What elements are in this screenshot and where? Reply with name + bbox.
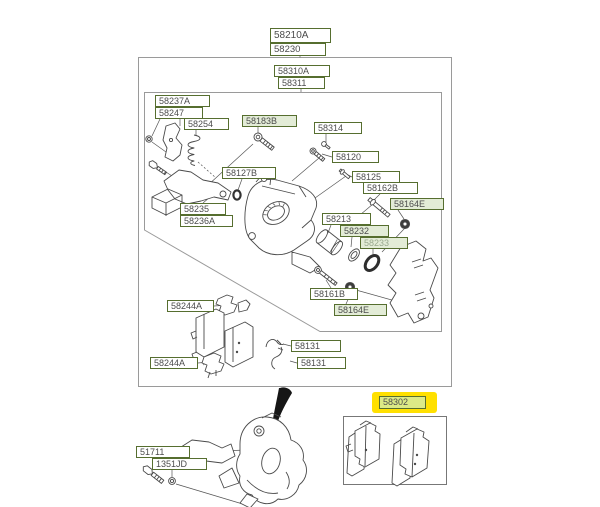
pad-wear-sensor-drawing [266,340,284,369]
part-label-58310A[interactable]: 58310A [274,65,330,77]
piston-boot-drawing [346,247,361,263]
part-label-58232[interactable]: 58232 [340,225,389,237]
part-label-58311[interactable]: 58311 [278,77,325,89]
bushing-drawing [400,219,409,228]
part-label-58183B[interactable]: 58183B [242,115,297,127]
part-label-58233[interactable]: 58233 [360,237,408,249]
part-label-58235[interactable]: 58235 [180,203,226,215]
bolt-drawing [148,160,168,176]
part-label-58125[interactable]: 58125 [352,171,400,183]
flange-nut-drawing [169,478,176,485]
part-label-58164E[interactable]: 58164E [390,198,444,210]
part-label-51711[interactable]: 51711 [136,446,190,458]
part-label-58230[interactable]: 58230 [270,43,326,56]
part-label-58247[interactable]: 58247 [155,107,203,119]
caliper-body-drawing [245,174,320,273]
part-label-1351JD[interactable]: 1351JD [152,458,207,470]
part-label-58244A-2[interactable]: 58244A [150,357,198,369]
part-label-58161B[interactable]: 58161B [310,288,358,300]
part-label-58210A[interactable]: 58210A [270,28,331,43]
guide-bolt-drawing [252,131,275,151]
part-label-58314[interactable]: 58314 [314,122,362,134]
part-label-58120[interactable]: 58120 [332,151,379,163]
part-label-58302[interactable]: 58302 [379,396,426,409]
seal-ring-drawing [233,190,240,199]
brake-pad-kit-drawing [346,421,429,486]
screw-drawing [321,141,331,151]
part-label-58131[interactable]: 58131 [291,340,341,352]
part-label-58131-2[interactable]: 58131 [297,357,346,369]
part-label-58164E-2[interactable]: 58164E [334,304,387,316]
part-label-58254[interactable]: 58254 [184,118,229,130]
part-label-58162B[interactable]: 58162B [363,182,418,194]
pad-guide-plate-drawing [163,123,182,161]
piston-seal-drawing [362,253,381,273]
nut-drawing [146,136,152,142]
part-label-58244A[interactable]: 58244A [167,300,214,312]
part-label-58236A[interactable]: 58236A [180,215,233,227]
spring-drawing [188,135,200,166]
selected-part-highlight[interactable] [372,392,437,413]
anchor-bracket-drawing [388,241,438,323]
pin-drawing [338,168,351,180]
part-label-58213[interactable]: 58213 [322,213,371,225]
part-label-58237A[interactable]: 58237A [155,95,210,107]
part-label-58127B[interactable]: 58127B [222,167,276,179]
guide-rod-bolt-drawing [313,265,338,287]
